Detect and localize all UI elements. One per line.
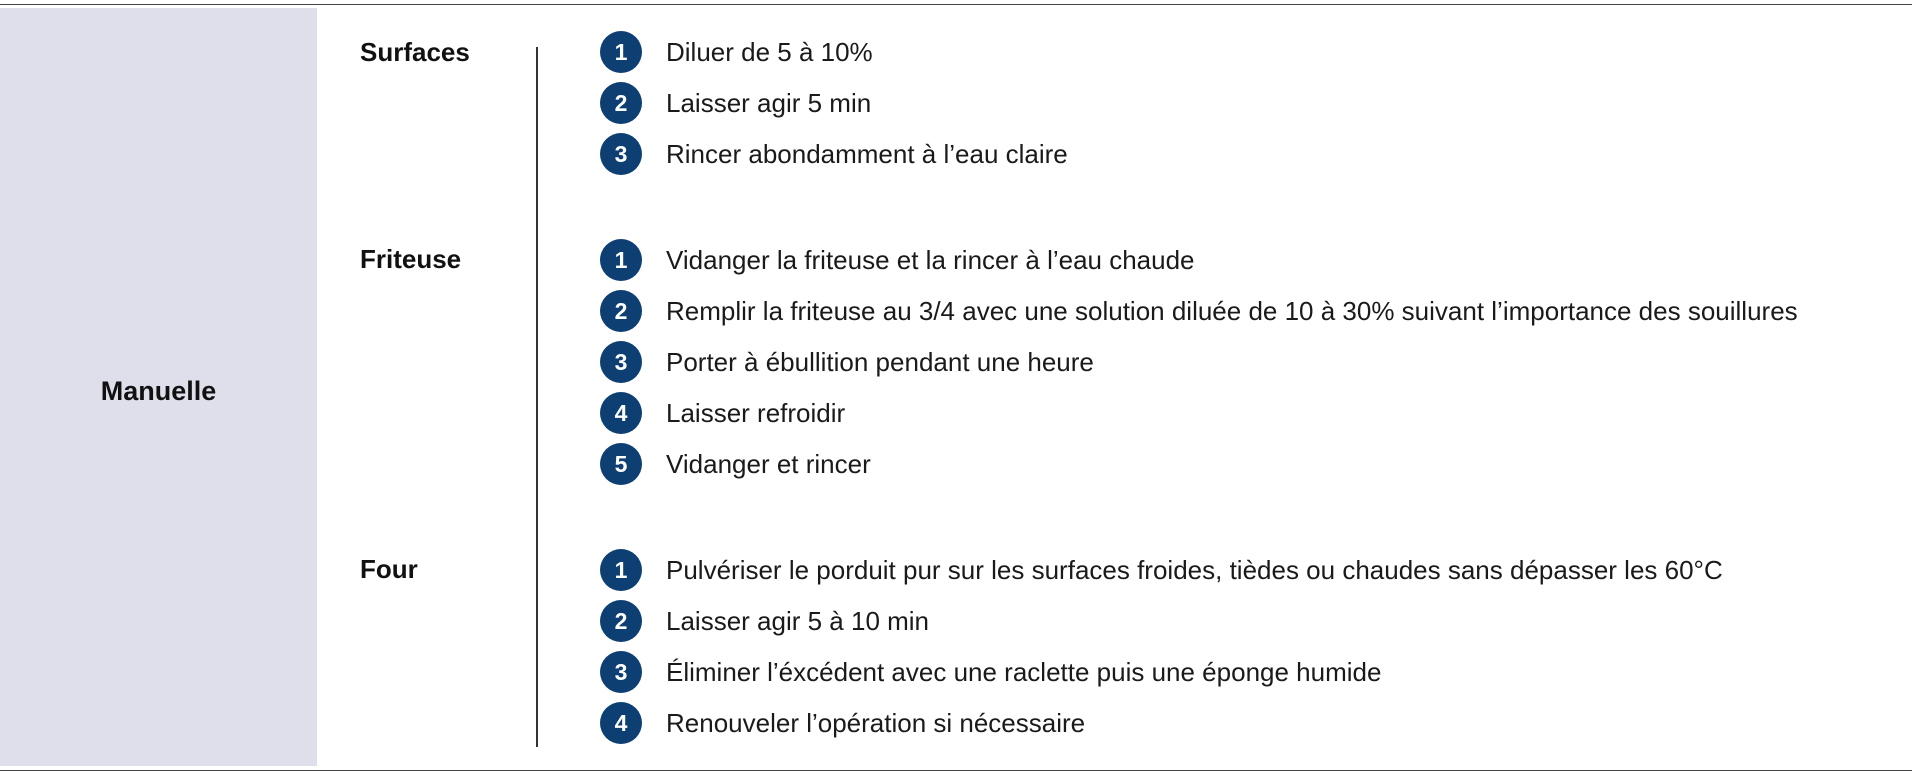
step-item: [600, 133, 1068, 175]
step-text: Rincer abondamment à l’eau claire: [666, 138, 1068, 169]
step-item: [600, 31, 873, 73]
step-text: Renouveler l’opération si nécessaire: [666, 707, 1086, 738]
mode-label: Manuelle: [100, 376, 217, 406]
step-text: Laisser agir 5 à 10 min: [666, 605, 930, 636]
step-number-badge: 2: [600, 82, 642, 124]
step-text: Remplir la friteuse au 3/4 avec une solution diluée de 10 à 30% suivant l’importance des souillures: [666, 295, 1798, 326]
step-number-badge: 1: [600, 31, 642, 73]
step-item: [600, 239, 1195, 281]
step-item: [600, 341, 1094, 383]
step-number-badge: 4: [600, 702, 642, 744]
section-title-four: Four: [360, 554, 418, 584]
step-item: [600, 702, 1085, 744]
step-text: Vidanger la friteuse et la rincer à l’eau chaude: [666, 244, 1195, 275]
step-number-badge: 1: [600, 239, 642, 281]
step-text: Vidanger et rincer: [666, 448, 871, 479]
section-title-surfaces: Surfaces: [360, 37, 470, 67]
step-number-badge: 4: [600, 392, 642, 434]
step-number-badge: 5: [600, 443, 642, 485]
step-item: [600, 82, 871, 124]
step-number-badge: 3: [600, 341, 642, 383]
step-number-badge: 1: [600, 549, 642, 591]
step-item: [600, 392, 845, 434]
step-text: Diluer de 5 à 10%: [666, 36, 873, 67]
step-item: [600, 651, 1381, 693]
step-number-badge: 2: [600, 600, 642, 642]
step-number-badge: 3: [600, 133, 642, 175]
step-text: Porter à ébullition pendant une heure: [666, 346, 1094, 377]
step-number-badge: 2: [600, 290, 642, 332]
column-divider: [536, 47, 538, 747]
step-text: Pulvériser le porduit pur sur les surfaces froides, tièdes ou chaudes sans dépasser les 60°C: [666, 554, 1723, 585]
step-item: [600, 443, 871, 485]
step-text: Laisser refroidir: [666, 397, 846, 428]
step-item: [600, 290, 1798, 332]
mode-panel: [0, 8, 317, 766]
section-title-friteuse: Friteuse: [360, 244, 462, 274]
step-item: [600, 600, 929, 642]
step-item: [600, 549, 1723, 591]
step-text: Laisser agir 5 min: [666, 87, 872, 118]
step-text: Éliminer l’éxcédent avec une raclette puis une éponge humide: [666, 656, 1382, 687]
step-number-badge: 3: [600, 651, 642, 693]
